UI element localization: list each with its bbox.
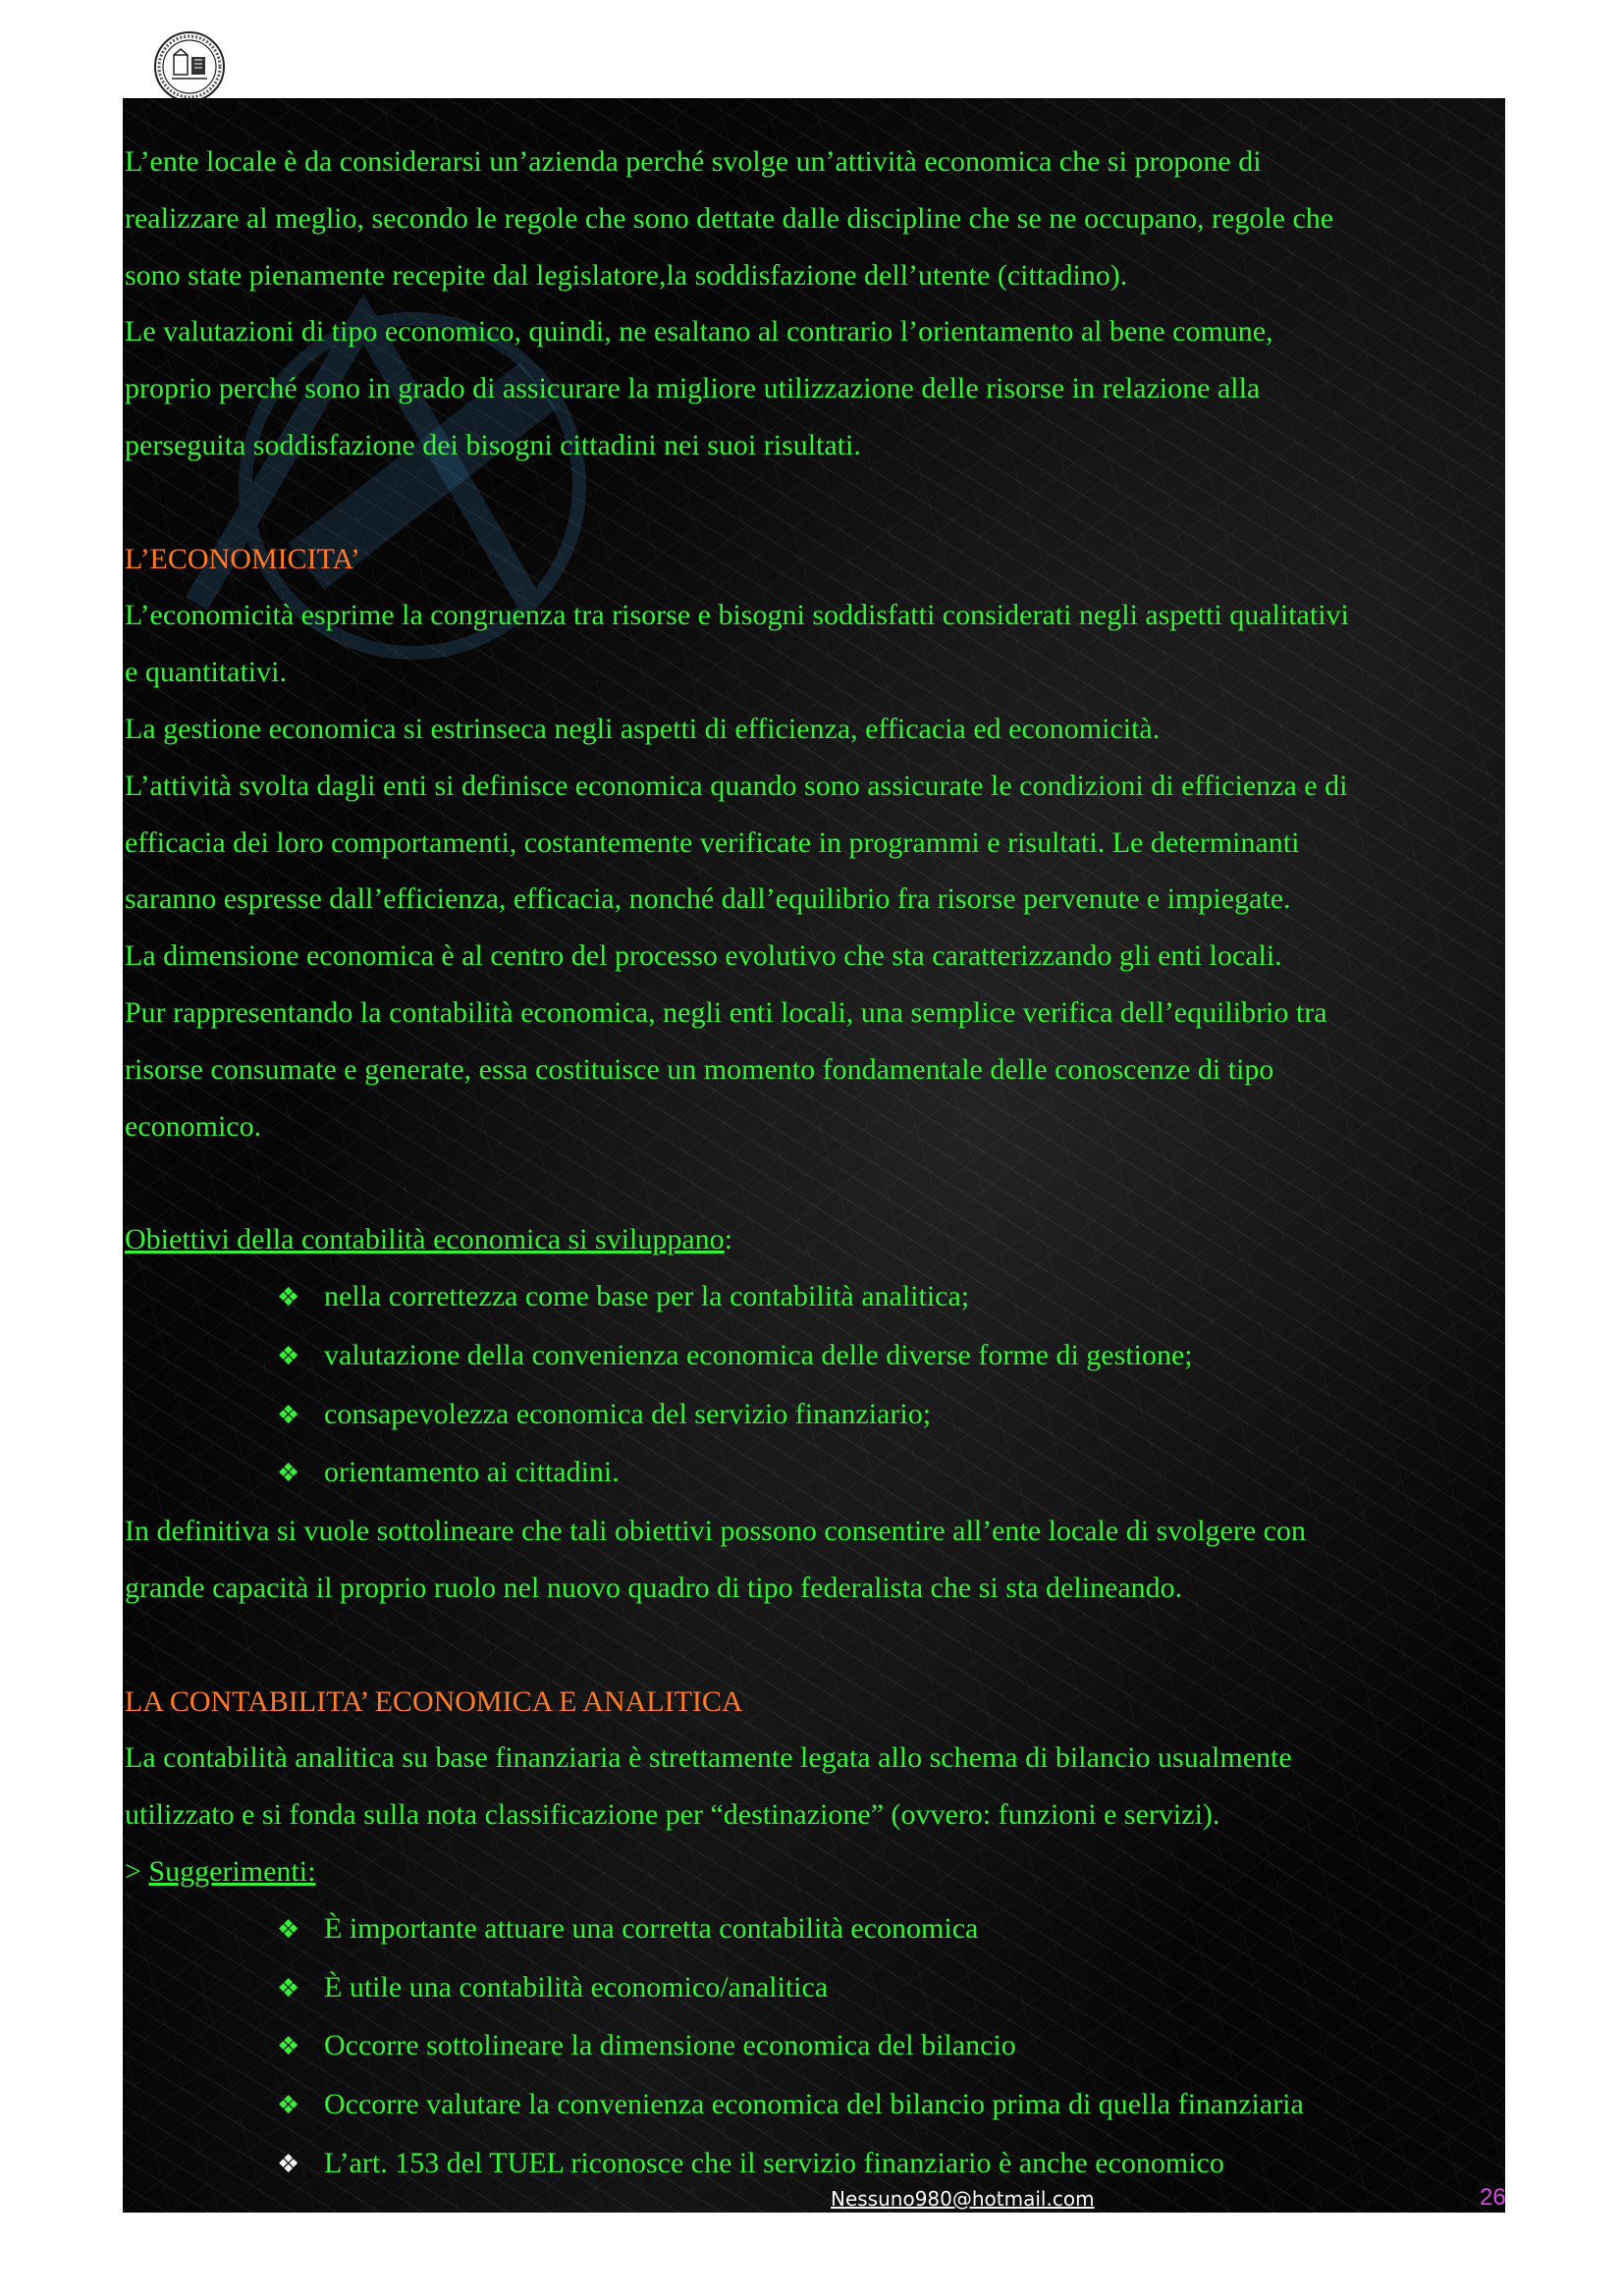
university-seal-icon <box>152 29 227 104</box>
suggestions-prefix: > <box>125 1854 149 1888</box>
diamond-bullet-icon: ❖ <box>277 2032 300 2062</box>
document-body <box>123 133 1505 2194</box>
section2-line: utilizzato e si fonda sulla nota classificazione per “destinazione” (ovvero: funzioni e servizi). <box>125 1798 1220 1832</box>
section-heading-economicita: L’ECONOMICITA’ <box>125 542 360 575</box>
section1-line: saranno espresse dall’efficienza, efficacia, nonché dall’equilibrio fra risorse pervenute e impiegate. <box>125 882 1291 916</box>
objective-item <box>125 1444 1495 1503</box>
diamond-bullet-icon: ❖ <box>277 1400 300 1430</box>
diamond-bullet-icon: ❖ <box>277 1282 300 1312</box>
section1-line: economico. <box>125 1109 262 1143</box>
intro-line: proprio perché sono in grado di assicurare la migliore utilizzazione delle risorse in relazione alla <box>125 372 1261 405</box>
section-heading-contabilita: LA CONTABILITA’ ECONOMICA E ANALITICA <box>125 1684 743 1718</box>
diamond-bullet-icon: ❖ <box>277 2149 300 2179</box>
diamond-bullet-icon: ❖ <box>277 1914 300 1945</box>
suggestion-item <box>125 1900 1495 1959</box>
suggestion-text: È importante attuare una corretta contabilità economica <box>324 1911 979 1945</box>
suggestion-item <box>125 2076 1495 2135</box>
diamond-bullet-icon: ❖ <box>277 1341 300 1371</box>
section1-line: La dimensione economica è al centro del processo evolutivo che sta caratterizzando gli enti locali. <box>125 939 1282 973</box>
objective-text: orientamento ai cittadini. <box>324 1456 620 1489</box>
spacer <box>125 474 1495 531</box>
objectives-colon: : <box>724 1223 733 1256</box>
spacer <box>125 1617 1495 1674</box>
section1-line: L’attività svolta dagli enti si definisce economica quando sono assicurate le condizioni di efficienza e di <box>125 769 1348 802</box>
section1-line: e quantitativi. <box>125 656 287 689</box>
objectives-label: Obiettivi della contabilità economica si sviluppano <box>125 1223 725 1256</box>
suggestion-text: Occorre sottolineare la dimensione economica del bilancio <box>324 2029 1016 2062</box>
intro-line: sono state pienamente recepite dal legislatore,la soddisfazione dell’utente (cittadino). <box>125 258 1128 292</box>
objectives-label-line <box>125 1211 1495 1268</box>
suggestion-text: Occorre valutare la convenienza economica del bilancio prima di quella finanziaria <box>324 2088 1304 2121</box>
spacer <box>125 1154 1495 1211</box>
intro-line: L’ente locale è da considerarsi un’azienda perché svolge un’attività economica che si propone di <box>125 145 1262 178</box>
objective-item <box>125 1268 1495 1327</box>
diamond-bullet-icon: ❖ <box>277 2091 300 2121</box>
section1-line: risorse consumate e generate, essa costituisce un momento fondamentale delle conoscenze di tipo <box>125 1052 1274 1086</box>
conclusion-line: grande capacità il proprio ruolo nel nuovo quadro di tipo federalista che si sta delineando. <box>125 1571 1183 1604</box>
suggestion-item <box>125 2135 1495 2194</box>
conclusion-line: In definitiva si vuole sottolineare che tali obiettivi possono consentire all’ente locale di svolgere con <box>125 1515 1306 1548</box>
section1-line: La gestione economica si estrinseca negli aspetti di efficienza, efficacia ed economicità. <box>125 712 1161 745</box>
suggestions-label: Suggerimenti: <box>148 1854 316 1888</box>
diamond-bullet-icon: ❖ <box>277 1973 300 2003</box>
objective-text: consapevolezza economica del servizio finanziario; <box>324 1397 932 1430</box>
document-page <box>123 98 1505 2213</box>
suggestion-item <box>125 1959 1495 2018</box>
objective-text: valutazione della convenienza economica delle diverse forme di gestione; <box>324 1338 1193 1371</box>
intro-line: Le valutazioni di tipo economico, quindi, ne esaltano al contrario l’orientamento al bene comune, <box>125 315 1273 348</box>
suggestion-text: L’art. 153 del TUEL riconosce che il servizio finanziario è anche economico <box>324 2146 1224 2179</box>
footer-email-link[interactable]: Nessuno980@hotmail.com <box>831 2187 1095 2211</box>
objective-text: nella correttezza come base per la contabilità analitica; <box>324 1279 970 1312</box>
section1-line: L’economicità esprime la congruenza tra risorse e bisogni soddisfatti considerati negli aspetti qualitativi <box>125 599 1349 632</box>
page-number: 26 <box>1480 2184 1506 2211</box>
suggestions-label-line <box>125 1843 1495 1900</box>
intro-line: realizzare al meglio, secondo le regole che sono dettate dalle discipline che se ne occupano, regole che <box>125 201 1334 235</box>
section2-line: La contabilità analitica su base finanziaria è strettamente legata allo schema di bilancio usualmente <box>125 1741 1292 1775</box>
objective-item <box>125 1386 1495 1445</box>
suggestion-item <box>125 2017 1495 2076</box>
section1-line: Pur rappresentando la contabilità economica, negli enti locali, una semplice verifica dell’equilibrio tra <box>125 995 1327 1029</box>
section1-line: efficacia dei loro comportamenti, costantemente verificate in programmi e risultati. Le determinanti <box>125 826 1300 859</box>
diamond-bullet-icon: ❖ <box>277 1459 300 1489</box>
suggestion-text: È utile una contabilità economico/analitica <box>324 1970 829 2003</box>
intro-line: perseguita soddisfazione dei bisogni cittadini nei suoi risultati. <box>125 428 861 461</box>
objective-item <box>125 1327 1495 1386</box>
